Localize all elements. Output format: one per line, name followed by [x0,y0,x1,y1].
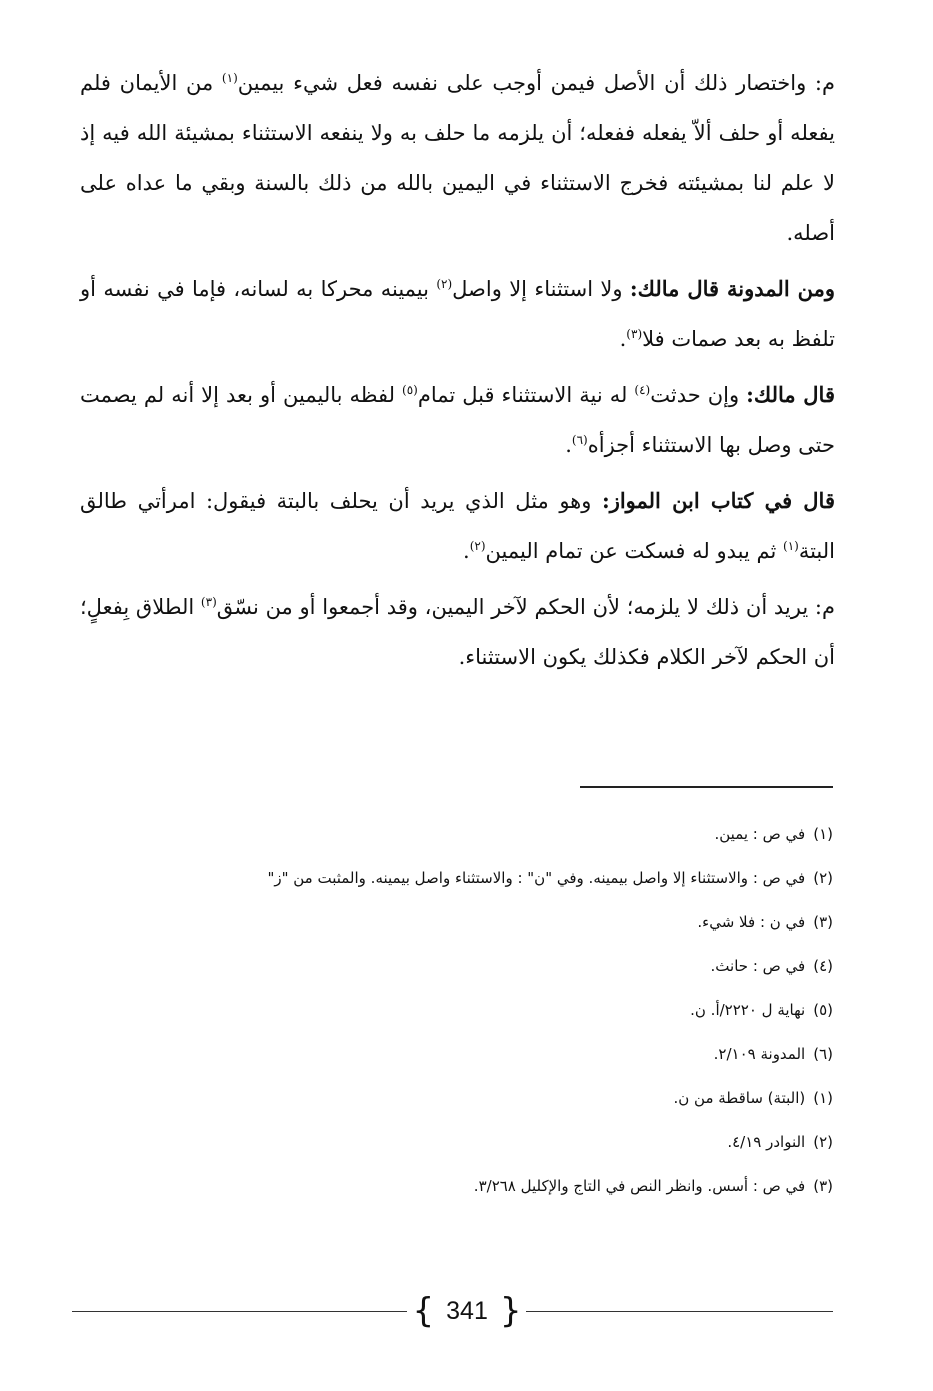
text-run: ثم يبدو له فسكت عن تمام اليمين [485,539,783,563]
footnote-item [80,900,833,944]
footnote-ref[interactable]: (١) [221,71,238,85]
footnote-number: (٤) [813,957,833,975]
footnote-item [80,1164,833,1208]
footnote-text: في ص : أسس. وانظر النص في التاج والإكليل ٣/٢٦٨. [473,1177,806,1195]
page-number: 341 [446,1296,488,1325]
footnote-item [80,812,833,856]
footnote-item [80,1076,833,1120]
text-run: ولا استثناء إلا واصل [452,277,630,301]
footnote-text: النوادر ٤/١٩. [727,1133,806,1151]
paragraph-lead: قال في كتاب ابن المواز: [601,488,835,513]
main-text [80,58,835,688]
footnote-number: (٢) [813,869,833,887]
paragraph-lead: ومن المدونة قال مالك: [629,276,836,301]
footnote-text: (البتة) ساقطة من ن. [673,1089,806,1107]
text-run: م: واختصار ذلك أن الأصل فيمن أوجب على نفسه فعل شيء بيمين [237,71,836,95]
footnote-number: (٢) [813,1133,833,1151]
footnote-item [80,856,833,900]
text-run: . [619,327,627,351]
folio-rule-right [526,1311,833,1312]
footnote-number: (١) [813,825,833,843]
folio-brace-right: } [499,1291,522,1331]
footnote-item [80,1032,833,1076]
footnote-ref[interactable]: (٢) [469,539,486,553]
footnote-number: (٣) [813,913,833,931]
paragraph-1 [80,58,835,258]
footnote-text: نهاية ل ٢٢٢٠/أ. ن. [690,1001,806,1019]
footnote-ref[interactable]: (١) [783,539,799,553]
footnote-number: (٦) [813,1045,833,1063]
footnote-ref[interactable]: (٣) [200,595,217,609]
paragraph-4 [80,476,835,576]
paragraph-2 [80,264,835,364]
text-run: له نية الاستثناء قبل تمام [417,383,635,407]
footnote-ref[interactable]: (٢) [436,277,453,291]
footnote-number: (١) [813,1089,833,1107]
footnote-item [80,988,833,1032]
folio-brace-left: { [412,1291,435,1331]
text-run: م: يريد أن ذلك لا يلزمه؛ لأن الحكم لآخر اليمين، وقد أجمعوا أو من نسّق [216,595,835,619]
footnote-text: في ص : والاستثناء إلا واصل بيمينه. وفي "ن" : والاستثناء واصل بيمينه. والمثبت من "ز" [267,869,806,887]
footnote-text: في ص : يمين. [714,825,806,843]
footnote-ref[interactable]: (٥) [402,383,418,397]
text-run: من الأيمان فلم يفعله أو حلف ألاّ يفعله ففعله؛ أن يلزمه ما حلف به ولا ينفعه الاستثناء بمشيئة الله فيه إذ لا علم لنا بمشيئته فخرج الاستثناء في اليمين بالله من ذلك بالسنة وبقي ما عداه على أصله. [80,71,835,245]
text-run: الطلاق بِفعلٍ؛ أن الحكم لآخر الكلام فكذلك يكون الاستثناء. [80,595,835,669]
text-run: . [463,539,470,563]
footnote-separator [580,786,833,788]
footnote-ref[interactable]: (٣) [626,327,643,341]
folio-rule-left [72,1311,407,1312]
paragraph-lead: قال مالك: [746,382,835,407]
footnote-number: (٣) [813,1177,833,1195]
text-run: بيمينه محركا به لسانه، فإما في نفسه أو تلفظ به بعد صمات فلا [80,277,835,351]
footnote-text: في ص : حانث. [710,957,806,975]
footnote-text: المدونة ٢/١٠٩. [713,1045,806,1063]
paragraph-3 [80,370,835,470]
paragraph-5 [80,582,835,682]
footnote-item [80,1120,833,1164]
footnote-item [80,944,833,988]
page-number-box [408,1290,526,1332]
text-run: وهو مثل الذي يريد أن يحلف بالبتة فيقول: امرأتي طالق البتة [80,489,835,563]
text-run: . [565,433,572,457]
footnote-ref[interactable]: (٤) [634,383,651,397]
text-run: وإن حدثت [650,383,747,407]
footnote-number: (٥) [813,1001,833,1019]
text-run: لفظه باليمين أو بعد إلا أنه لم يصمت حتى وصل بها الاستثناء أجزأه [80,383,835,457]
footnotes-list [80,812,833,1208]
footnote-ref[interactable]: (٦) [571,433,588,447]
footnote-text: في ن : فلا شيء. [697,913,806,931]
